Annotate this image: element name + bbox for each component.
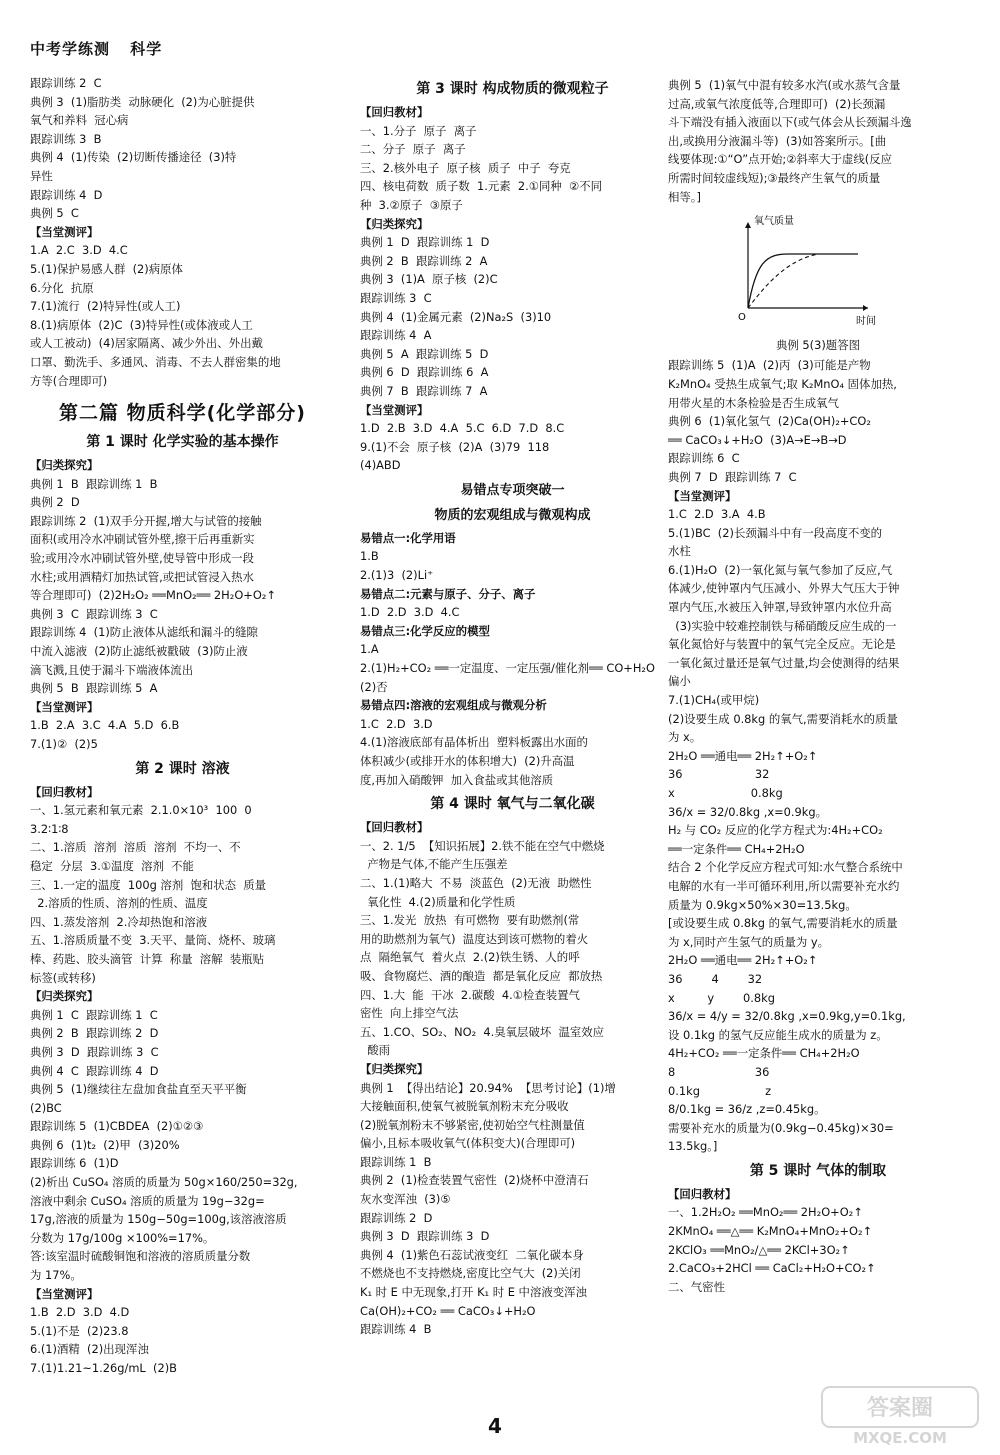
answer-line: 2.(1)H₂+CO₂ ══一定温度、一定压强/催化剂══ CO+H₂O (360, 661, 655, 676)
answer-line: 三、2.核外电子 原子核 质子 中子 夸克 (360, 160, 571, 175)
page-header (30, 38, 176, 59)
chart-origin-label: O (738, 312, 746, 324)
answer-line: 罩内气压,水被压入钟罩,导致钟罩内水位升高 (668, 600, 892, 615)
answer-line: 典例 3 (1)脂肪类 动脉硬化 (2)为心脏提供 (30, 94, 255, 109)
section-tag: 【回归教材】 (360, 820, 429, 835)
answer-line: 过高,或氧气浓度低等,合理即可) (2)长颈漏 (668, 96, 886, 111)
answer-line: 典例 4 (1)传染 (2)切断传播途径 (3)特 (30, 150, 237, 165)
answer-line: 典例 6 (1)氧化氢气 (2)Ca(OH)₂+CO₂ (668, 414, 871, 429)
section-tag: 【当堂测评】 (30, 699, 99, 714)
answer-line: 一、2. 1/5 【知识拓展】2.铁不能在空气中燃烧 (360, 838, 605, 853)
answer-line: K₂MnO₄ 受热生成氧气;取 K₂MnO₄ 固体加热, (668, 376, 897, 391)
answer-column-middle (360, 74, 665, 1339)
section-tag: 【归类探究】 (360, 216, 429, 231)
answer-line: 5.(1)BC (2)长颈漏斗中有一段高度不变的 (668, 525, 883, 540)
answer-line: 二、气密性 (668, 1279, 725, 1294)
section-tag: 【归类探究】 (30, 458, 99, 473)
answer-line: 三、1.一定的温度 100g 溶剂 饱和状态 质量 (30, 877, 267, 892)
oxygen-mass-time-chart (718, 212, 888, 332)
answer-line: H₂ 与 CO₂ 反应的化学方程式为:4H₂+CO₂ (668, 823, 883, 838)
answer-line: 度,再加入硝酸钾 加入食盐或其他溶质 (360, 772, 554, 787)
answer-line: 氧气和养料 冠心病 (30, 113, 129, 128)
answer-line: (2)否 (360, 679, 388, 694)
answer-line: 跟踪训练 5 (1)CBDEA (2)①②③ (30, 1119, 204, 1134)
special-topic-title: 易错点专项突破一 (460, 482, 565, 498)
answer-line: 中流入滤液 (2)防止滤纸被戳破 (3)防止液 (30, 644, 248, 659)
answer-line: 五、1.溶质质量不变 3.天平、量筒、烧杯、玻璃 (30, 933, 276, 948)
answer-line: 跟踪训练 4 A (360, 328, 432, 343)
answer-line: 典例 5 A 跟踪训练 5 D (360, 346, 489, 361)
answer-line: 跟踪训练 6 (1)D (30, 1156, 119, 1171)
answer-line: 1.B (360, 549, 379, 564)
answer-block-example5 (668, 76, 968, 206)
answer-line: 2KClO₃ ══MnO₂/△══ 2KCl+3O₂↑ (668, 1242, 850, 1257)
answer-line: 典例 3 (1)A 原子核 (2)C (360, 272, 498, 287)
answer-line: 跟踪训练 3 B (30, 131, 102, 146)
answer-line: 大接触面积,使氧气被脱氧剂粉末充分吸收 (360, 1099, 569, 1114)
answer-line: 1.A 2.C 3.D 4.C (30, 243, 128, 258)
answer-line: 点 隔绝氧气 着火点 2.(2)铁生锈、人的呼 (360, 950, 580, 965)
answer-line: 跟踪训练 4 D (30, 187, 103, 202)
answer-line: 结合 2 个化学反应方程式可知:水气整合系统中 (668, 860, 903, 875)
answer-line: 5.(1)保护易感人群 (2)病原体 (30, 261, 183, 276)
answer-line: 设 0.1kg 的氢气反应能生成水的质量为 z。 (668, 1027, 888, 1042)
answer-line: 产物是气体,不能产生压强差 (360, 857, 508, 872)
answer-line: 四、1.大 能 干冰 2.碳酸 4.①检查装置气 (360, 987, 580, 1002)
answer-line: x y 0.8kg (668, 990, 775, 1005)
answer-line: 8/0.1kg = 36/z ,z=0.45kg。 (668, 1102, 826, 1117)
answer-line: 跟踪训练 2 C (30, 76, 102, 90)
answer-line: 一、1.分子 原子 离子 (360, 123, 477, 138)
answer-line: 或人工被动) (4)居家隔离、减少外出、外出戴 (30, 336, 263, 351)
answer-line: 电解的水有一半可循环利用,所以需要补充水约 (668, 878, 900, 893)
answer-line: 典例 7 D 跟踪训练 7 C (668, 469, 797, 484)
answer-line: 典例 2 D (30, 495, 80, 510)
answer-line: 五、1.CO、SO₂、NO₂ 4.臭氧层破坏 温室效应 (360, 1024, 605, 1039)
answer-line: 2KMnO₄ ══△══ K₂MnO₄+MnO₂+O₂↑ (668, 1224, 873, 1239)
answer-line: 一氧化氮过量还是氧气过量,均会使测得的结果 (668, 655, 900, 670)
answer-line: x 0.8kg (668, 786, 783, 800)
chart-x-label: 时间 (856, 316, 876, 328)
book-series-title: 中考学练测 (30, 40, 111, 58)
section-tag: 【当堂测评】 (668, 488, 737, 503)
answer-line: 种 3.②原子 ③原子 (360, 197, 463, 212)
answer-line: 0.1kg z (668, 1083, 772, 1098)
answer-line: 7.(1)1.21~1.26g/mL (2)B (30, 1361, 177, 1375)
answer-line: 分数为 17g/100g ×100%=17%。 (30, 1230, 215, 1245)
answer-line: 1.A (360, 642, 379, 657)
answer-line: 1.B 2.A 3.C 4.A 5.D 6.B (30, 718, 180, 733)
answer-line: 6.分化 抗原 (30, 280, 94, 295)
section-tag: 【归类探究】 (30, 989, 99, 1004)
answer-line: 口罩、勤洗手、多通风、消毒、不去人群密集的地 (30, 354, 281, 369)
answer-line: 典例 5 (1)氧气中混有较多水汽(或水蒸气含量 (668, 78, 901, 92)
lesson-title: 第 1 课时 化学实验的基本操作 (86, 434, 279, 451)
answer-column-left (30, 74, 335, 1378)
chart-y-label: 氧气质量 (754, 216, 794, 228)
chart-caption: 典例 5(3)题答图 (776, 337, 860, 352)
section-tag: 易错点四:溶液的宏观组成与微观分析 (360, 698, 547, 713)
answer-line: 吸、食物腐烂、酒的酿造 都是氧化反应 都放热 (360, 968, 603, 983)
answer-line: 水柱 (668, 544, 691, 559)
answer-line: 7.(1)② (2)5 (30, 737, 98, 751)
answer-line: 四、1.蒸发溶剂 2.冷却热饱和溶液 (30, 914, 208, 929)
answer-line: 典例 4 (1)金属元素 (2)Na₂S (3)10 (360, 309, 552, 324)
answer-line: 1.D 2.D 3.D 4.C (360, 605, 460, 620)
answer-line: 出,或换用分液漏斗等) (3)如答案所示。[曲 (668, 133, 887, 148)
answer-line: 等合理即可) (2)2H₂O₂ ══MnO₂══ 2H₂O+O₂↑ (30, 588, 276, 603)
answer-line: 为 17%。 (30, 1268, 82, 1283)
answer-line: 线要体现:①“O”点开始;②斜率大于虚线(反应 (668, 152, 892, 167)
answer-line: 用的助燃剂为氧气) 温度达到该可燃物的着火 (360, 931, 589, 946)
answer-line: 质量为 0.9kg×50%×30=13.5kg。 (668, 897, 857, 912)
answer-line: 1.B 2.D 3.D 4.D (30, 1305, 130, 1320)
answer-curve (748, 254, 858, 308)
answer-line: 典例 4 C 跟踪训练 4 D (30, 1063, 159, 1078)
answer-line: 9.(1)不会 原子核 (2)A (3)79 118 (360, 439, 550, 454)
section-tag: 易错点三:化学反应的模型 (360, 623, 490, 638)
answer-line: (2)设要生成 0.8kg 的氧气,需要消耗水的质量 (668, 711, 898, 726)
answer-line: 二、分子 原子 离子 (360, 142, 466, 157)
answer-line: 13.5kg。] (668, 1139, 718, 1154)
answer-line: 偏小 (668, 674, 691, 689)
answer-column-right (668, 76, 968, 1296)
answer-line: 溶液中剩余 CuSO₄ 溶质的质量为 19g−32g= (30, 1193, 265, 1208)
answer-line: 体积减少(或排开水的体积增大) (2)升高温 (360, 754, 575, 768)
answer-line: 典例 7 B 跟踪训练 7 A (360, 383, 488, 398)
answer-line: 典例 6 (1)t₂ (2)甲 (3)20% (30, 1137, 180, 1152)
answer-line: 酸雨 (360, 1043, 391, 1058)
answer-line: 2H₂O ══通电══ 2H₂↑+O₂↑ (668, 748, 818, 763)
answer-line: 36 32 (668, 767, 770, 782)
answer-line: [或设要生成 0.8kg 的氧气,需要消耗水的质量 (668, 916, 898, 931)
section-tag: 【归类探究】 (360, 1061, 429, 1076)
subject-label: 科学 (130, 40, 163, 58)
answer-line: 典例 6 D 跟踪训练 6 A (360, 365, 489, 380)
answer-line: 跟踪训练 2 (1)双手分开握,增大与试管的接触 (30, 513, 262, 528)
answer-line: 不燃烧也不支持燃烧,密度比空气大 (2)关闭 (360, 1266, 581, 1281)
answer-line: 3.2∶1∶8 (30, 821, 69, 836)
answer-line: 四、核电荷数 质子数 1.元素 2.①同种 ②不同 (360, 179, 602, 194)
answer-line: 二、1.溶质 溶剂 溶质 溶剂 不均一、不 (30, 840, 241, 855)
answer-line: 稳定 分层 3.①温度 溶剂 不能 (30, 858, 194, 873)
site-watermark-logo (820, 1385, 980, 1447)
answer-line: 典例 3 D 跟踪训练 3 C (30, 1044, 159, 1059)
section-tag: 【回归教材】 (668, 1186, 737, 1201)
answer-line: 典例 4 (1)紫色石蕊试液变红 二氧化碳本身 (360, 1247, 584, 1262)
answer-line: 典例 3 C 跟踪训练 3 C (30, 606, 158, 621)
answer-line: (3)实验中较难控制铁与稀硝酸反应生成的一 (668, 618, 897, 633)
answer-line: K₁ 时 E 中无现象,打开 K₁ 时 E 中溶液变浑浊 (360, 1285, 587, 1300)
lesson-title: 第 2 课时 溶液 (135, 760, 230, 777)
answer-line: 8 36 (668, 1064, 770, 1079)
answer-line: 典例 2 B 跟踪训练 2 A (360, 253, 488, 268)
answer-line: 2.(1)3 (2)Li⁺ (360, 568, 434, 583)
answer-line: 水柱;或用酒精灯加热试管,或把试管浸入热水 (30, 569, 254, 584)
answer-line: 6.(1)酒精 (2)出现浑浊 (30, 1342, 149, 1357)
lesson-title: 第 5 课时 气体的制取 (749, 1162, 887, 1179)
answer-line: 典例 1 D 跟踪训练 1 D (360, 235, 490, 250)
answer-line: 跟踪训练 5 (1)A (2)丙 (3)可能是产物 (668, 358, 871, 373)
answer-line: 1.C 2.D 3.D (360, 716, 433, 731)
answer-block-rest (668, 356, 968, 1296)
answer-line: 典例 2 (1)检查装置气密性 (2)烧杯中澄清石 (360, 1173, 589, 1188)
section-tag: 【回归教材】 (360, 105, 429, 119)
answer-line: (2)析出 CuSO₄ 溶质的质量为 50g×160/250=32g, (30, 1175, 298, 1190)
answer-line: 棒、药匙、胶头滴管 计算 称量 溶解 装瓶贴 (30, 951, 264, 966)
answer-line: 跟踪训练 3 C (360, 290, 432, 305)
answer-line: ══一定条件══ CH₄+2H₂O (668, 841, 805, 856)
lesson-title: 第 3 课时 构成物质的微观粒子 (416, 81, 609, 97)
answer-line: 标签(或转移) (30, 970, 96, 985)
answer-line: 密性 向上排空气法 (360, 1006, 459, 1021)
answer-line: 6.(1)H₂O (2)一氧化氮与氧气参加了反应,气 (668, 562, 893, 577)
answer-line: 2.溶质的性质、溶剂的性质、温度 (30, 896, 208, 911)
answer-line: 滴飞溅,且使于漏斗下端液体流出 (30, 662, 194, 677)
answer-line: 三、1.发光 放热 有可燃物 要有助燃剂(常 (360, 913, 580, 928)
answer-line: (2)BC (30, 1100, 62, 1115)
answer-line: 答:该室温时硫酸铜饱和溶液的溶质质量分数 (30, 1249, 251, 1264)
answer-line: 5.(1)不是 (2)23.8 (30, 1323, 129, 1338)
answer-line: 8.(1)病原体 (2)C (3)特异性(或体液或人工 (30, 317, 253, 332)
special-topic-title: 物质的宏观组成与微观构成 (434, 507, 591, 523)
svg-text:MXQE.COM: MXQE.COM (853, 1429, 947, 1447)
answer-line: 典例 3 D 跟踪训练 3 D (360, 1229, 490, 1244)
section-tag: 易错点二:元素与原子、分子、离子 (360, 586, 536, 601)
answer-line: 偏小,且标本吸收氧气(体积变大)(合理即可) (360, 1136, 576, 1151)
answer-line: 典例 2 B 跟踪训练 2 D (30, 1026, 159, 1041)
answer-line: 典例 1 【得出结论】20.94% 【思考讨论】(1)增 (360, 1080, 616, 1095)
answer-line: 面积(或用冷水冲刷试管外壁,擦干后再重新实 (30, 532, 255, 547)
answer-line: 为 x,同时产生氢气的质量为 y。 (668, 934, 830, 949)
page-number: 4 (488, 1414, 502, 1438)
answer-line: 跟踪训练 2 D (360, 1210, 433, 1225)
answer-line: 需要补充水的质量为(0.9kg−0.45kg)×30= (668, 1120, 894, 1135)
answer-line: 跟踪训练 4 B (360, 1322, 432, 1337)
section-tag: 【当堂测评】 (30, 1286, 99, 1301)
answer-line: ══ CaCO₃↓+H₂O (3)A→E→B→D (668, 432, 847, 447)
answer-line: 典例 5 B 跟踪训练 5 A (30, 681, 158, 696)
answer-line: 氧化氮恰好与装置中的氧气完全反应。无论是 (668, 637, 896, 652)
answer-line: (2)脱氧剂粉末不够紧密,使初始空气柱测量值 (360, 1117, 585, 1132)
answer-line: 验;或用冷水冲刷试管外壁,使导管中形成一段 (30, 551, 254, 566)
answer-line: 为 x。 (668, 730, 702, 745)
answer-line: 一、1.2H₂O₂ ══MnO₂══ 2H₂O+O₂↑ (668, 1205, 863, 1220)
section-tag: 【当堂测评】 (30, 224, 99, 239)
answer-line: 一、1.氢元素和氧元素 2.1.0×10³ 100 0 (30, 803, 252, 818)
section-tag: 【当堂测评】 (360, 402, 429, 417)
answer-line: 1.C 2.D 3.A 4.B (668, 507, 766, 522)
answer-line: 二、1.(1)略大 不易 淡蓝色 (2)无液 助燃性 (360, 875, 592, 890)
answer-line: 跟踪训练 1 B (360, 1154, 432, 1169)
section-tag: 【回归教材】 (30, 784, 99, 799)
answer-line: Ca(OH)₂+CO₂ ══ CaCO₃↓+H₂O (360, 1303, 536, 1318)
x-axis-arrow (863, 305, 868, 311)
answer-line: 斗下端没有插入液面以下(或气体会从长颈漏斗逸 (668, 115, 912, 130)
answer-line: 7.(1)CH₄(或甲烷) (668, 693, 760, 708)
answer-line: 2H₂O ══通电══ 2H₂↑+O₂↑ (668, 953, 818, 968)
answer-line: 跟踪训练 4 (1)防止液体从滤纸和漏斗的缝隙 (30, 625, 258, 640)
answer-line: 跟踪训练 6 C (668, 451, 740, 466)
section-tag: 易错点一:化学用语 (360, 530, 456, 545)
answer-line: 2.CaCO₃+2HCl ══ CaCl₂+H₂O+CO₂↑ (668, 1261, 876, 1276)
answer-line: 典例 5 (1)继续往左盘加食盐直至天平平衡 (30, 1082, 247, 1097)
y-axis-arrow (745, 222, 751, 228)
answer-line: 17g,溶液的质量为 150g−50g=100g,该溶液溶质 (30, 1212, 287, 1227)
answer-line: 7.(1)流行 (2)特异性(或人工) (30, 299, 181, 314)
answer-line: 灰水变浑浊 (3)⑤ (360, 1192, 451, 1207)
answer-line: (4)ABD (360, 458, 401, 473)
svg-text:答案圈: 答案圈 (866, 1396, 934, 1421)
answer-line: 典例 5 C (30, 206, 79, 221)
part-title: 第二篇 物质科学(化学部分) (59, 402, 306, 425)
answer-line: 体减少,使钟罩内气压减小、外界大气压大于钟 (668, 581, 900, 596)
answer-line: 异性 (30, 168, 53, 183)
answer-line: 氧化性 4.(2)质量和化学性质 (360, 894, 516, 909)
lesson-title: 第 4 课时 氧气与二氧化碳 (430, 796, 595, 813)
answer-line: 典例 1 B 跟踪训练 1 B (30, 476, 158, 491)
answer-line: 36 4 32 (668, 971, 763, 986)
answer-line: 所需时间较虚线短);③最终产生氧气的质量 (668, 170, 881, 185)
answer-line: 1.D 2.B 3.D 4.A 5.C 6.D 7.D 8.C (360, 421, 565, 436)
answer-line: 36/x = 4/y = 32/0.8kg ,x=0.9kg,y=0.1kg, (668, 1009, 906, 1024)
answer-line: 典例 1 C 跟踪训练 1 C (30, 1007, 158, 1022)
answer-line: 36/x = 32/0.8kg ,x=0.9kg。 (668, 804, 827, 819)
answer-line: 方等(合理即可) (30, 373, 108, 388)
answer-line: 用带火星的木条检验是否生成氧气 (668, 395, 839, 410)
answer-line: 4.(1)溶液底部有晶体析出 塑料板露出水面的 (360, 735, 588, 750)
answer-line: 相等。] (668, 189, 701, 204)
answer-line: 4H₂+CO₂ ══一定条件══ CH₄+2H₂O (668, 1046, 860, 1061)
